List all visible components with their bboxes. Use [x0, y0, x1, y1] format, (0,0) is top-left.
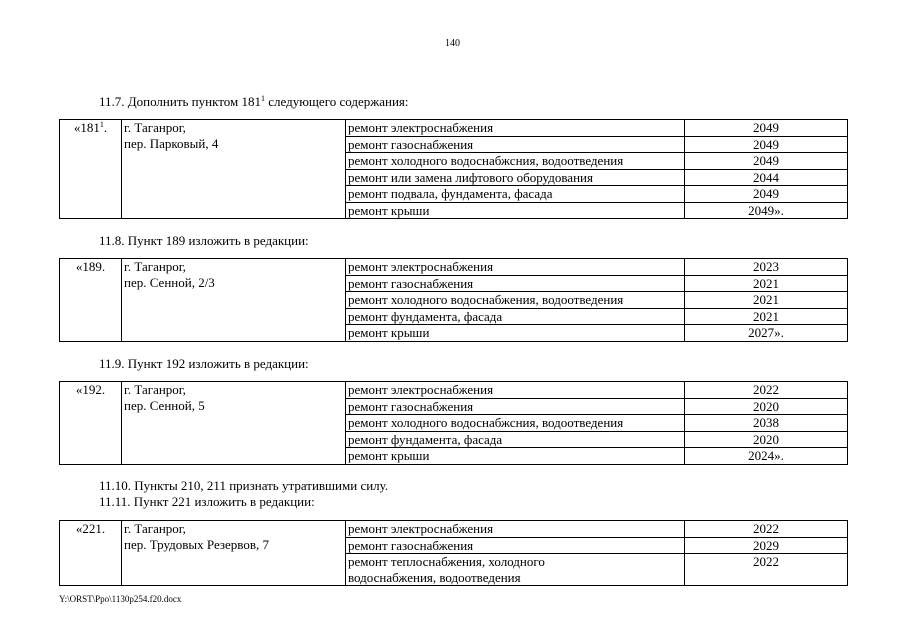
work-type: ремонт холодного водоснабжсния, водоотведения — [346, 415, 685, 432]
paragraph-11-7 — [99, 94, 409, 109]
work-type: ремонт фундамента, фасада — [346, 308, 685, 325]
work-type: ремонт газоснабжения — [346, 537, 685, 554]
address-cell — [122, 382, 346, 465]
address-cell — [122, 120, 346, 219]
work-year: 2021 — [685, 308, 848, 325]
work-year: 2029 — [685, 537, 848, 554]
work-type: ремонт электроснабжения — [346, 259, 685, 276]
item-number: «189. — [60, 259, 122, 342]
table-row — [60, 259, 848, 276]
address-line: пер. Парковый, 4 — [124, 135, 219, 151]
amendment-table-189 — [59, 258, 848, 342]
work-type: ремонт крыши — [346, 448, 685, 465]
item-number: «$181^1$. — [60, 120, 122, 219]
work-type: ремонт крыши — [346, 325, 685, 342]
file-path-footer: Y:\ORST\Ppo\1130p254.f20.docx — [59, 594, 182, 604]
address-cell — [122, 259, 346, 342]
work-year: 2027». — [685, 325, 848, 342]
work-year: 2022 — [685, 382, 848, 399]
work-year: 2044 — [685, 169, 848, 186]
work-year: 2024». — [685, 448, 848, 465]
amendment-table-181 — [59, 119, 848, 219]
item-number: «192. — [60, 382, 122, 465]
work-year: 2020 — [685, 398, 848, 415]
work-line: ремонт теплоснабжения, холодного — [348, 554, 545, 569]
work-type: ремонт газоснабжения — [346, 398, 685, 415]
address-line: пер. Трудовых Резервов, 7 — [124, 536, 269, 552]
work-year: 2021 — [685, 275, 848, 292]
work-type: ремонт электроснабжения — [346, 521, 685, 538]
work-type: ремонт электроснабжения — [346, 120, 685, 137]
address-line: пер. Сенной, 2/3 — [124, 274, 215, 290]
address-line: г. Таганрог, — [124, 521, 186, 536]
page-number: 140 — [445, 38, 460, 49]
paragraph-text: 11.7. Дополнить пунктом 181 — [99, 94, 261, 109]
work-year: 2021 — [685, 292, 848, 309]
work-type — [346, 554, 685, 586]
work-year: 2049 — [685, 186, 848, 203]
table-row — [60, 382, 848, 399]
work-type: ремонт газоснабжения — [346, 275, 685, 292]
superscript: 1 — [260, 94, 265, 103]
work-year: 2020 — [685, 431, 848, 448]
work-year: 2038 — [685, 415, 848, 432]
paragraph-11-8: 11.8. Пункт 189 изложить в редакции: — [99, 233, 309, 248]
work-year: 2022 — [685, 521, 848, 538]
work-type: ремонт холодного водоснабжсния, водоотведения — [346, 153, 685, 170]
address-cell — [122, 521, 346, 586]
address-line: г. Таганрог, — [124, 382, 186, 397]
table-row — [60, 521, 848, 538]
work-type: ремонт холодного водоснабжения, водоотведения — [346, 292, 685, 309]
work-year: 2049 — [685, 120, 848, 137]
address-line: г. Таганрог, — [124, 120, 186, 135]
paragraph-text-after: следующего содержания: — [264, 94, 409, 109]
address-line: пер. Сенной, 5 — [124, 397, 205, 413]
work-type: ремонт газоснабжения — [346, 136, 685, 153]
amendment-table-221 — [59, 520, 848, 586]
work-type: ремонт электроснабжения — [346, 382, 685, 399]
work-year: 2049 — [685, 153, 848, 170]
work-year: 2049». — [685, 202, 848, 219]
work-year: 2022 — [685, 554, 848, 586]
item-number: «221. — [60, 521, 122, 586]
paragraph-11-11: 11.11. Пункт 221 изложить в редакции: — [99, 494, 315, 509]
work-type: ремонт или замена лифтового оборудования — [346, 169, 685, 186]
work-type: ремонт фундамента, фасада — [346, 431, 685, 448]
amendment-table-192 — [59, 381, 848, 465]
work-type: ремонт подвала, фундамента, фасада — [346, 186, 685, 203]
table-row — [60, 120, 848, 137]
paragraph-11-10: 11.10. Пункты 210, 211 признать утратившими силу. — [99, 478, 389, 493]
work-type: ремонт крыши — [346, 202, 685, 219]
address-line: г. Таганрог, — [124, 259, 186, 274]
work-year: 2023 — [685, 259, 848, 276]
work-year: 2049 — [685, 136, 848, 153]
work-line: водоснабжения, водоотведения — [348, 569, 521, 585]
paragraph-11-9: 11.9. Пункт 192 изложить в редакции: — [99, 356, 309, 371]
